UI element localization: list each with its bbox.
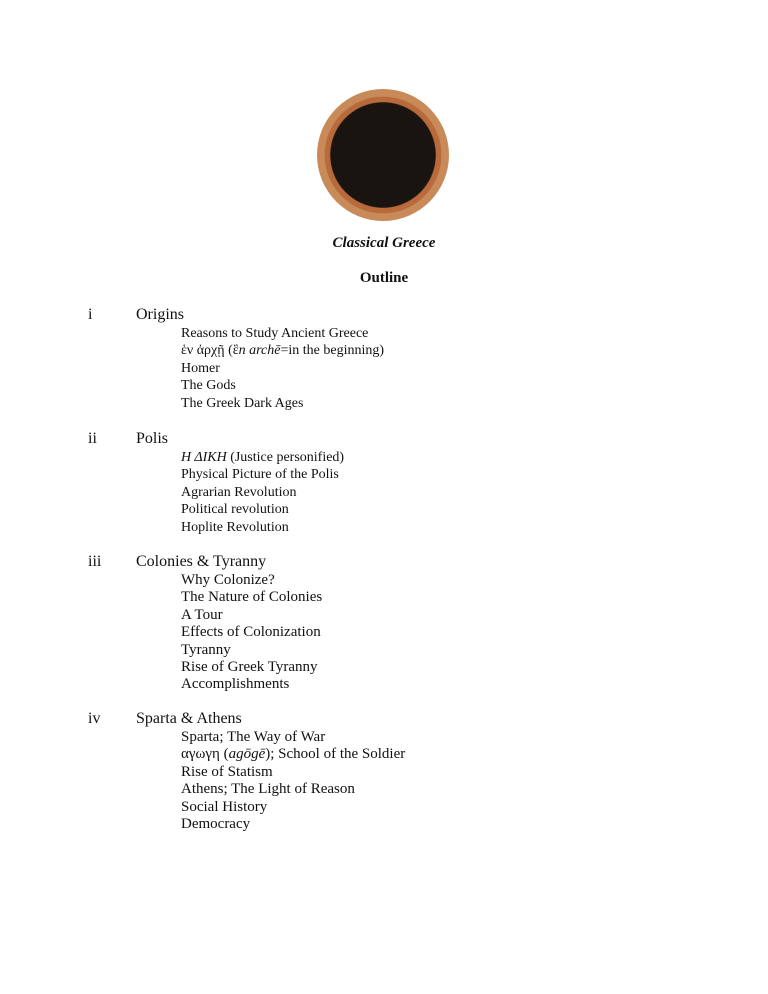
section-heading: Sparta & Athens: [136, 710, 242, 727]
greek-vase-image: [317, 89, 449, 221]
outline-item: [181, 449, 344, 466]
outline-item: [181, 781, 405, 798]
item-text: Physical Picture of the Polis: [181, 467, 339, 483]
section-number: iii: [88, 553, 102, 570]
outline-item: [181, 572, 322, 589]
item-text: Athens; The Light of Reason: [181, 781, 355, 798]
item-text: αγωγη (: [181, 746, 229, 763]
section-items: [181, 449, 344, 536]
outline-item: [181, 746, 405, 763]
outline-item: [181, 676, 322, 693]
item-text: The Gods: [181, 378, 236, 394]
item-text: Hoplite Revolution: [181, 519, 289, 535]
outline-item: [181, 799, 405, 816]
item-text: Sparta; The Way of War: [181, 729, 326, 745]
item-text: A Tour: [181, 606, 223, 623]
item-text: The Greek Dark Ages: [181, 395, 304, 411]
outline-item: [181, 484, 344, 501]
section-number: i: [88, 306, 93, 323]
section-heading: Origins: [136, 306, 184, 323]
item-text: ἑν ἀρχῇ (ἓ: [181, 343, 239, 359]
item-text: Rise of Greek Tyranny: [181, 659, 318, 676]
outline-item: [181, 519, 344, 536]
outline-item: [181, 466, 344, 483]
section-heading: Polis: [136, 430, 169, 447]
outline-item: [181, 607, 322, 624]
item-text: Reasons to Study Ancient Greece: [181, 326, 369, 341]
item-text: Social History: [181, 798, 268, 815]
outline-item: [181, 501, 344, 518]
section-items: [181, 572, 322, 694]
item-text: Η ΔΙΚΗ: [181, 450, 227, 465]
outline-item: [181, 360, 384, 377]
outline-item: [181, 325, 384, 342]
outline-item: [181, 624, 322, 641]
item-text: Democracy: [181, 816, 251, 833]
outline-item: [181, 816, 405, 833]
item-text: agōgē: [228, 746, 266, 763]
item-text: Why Colonize?: [181, 572, 275, 588]
section-number: ii: [88, 430, 97, 447]
outline-item: [181, 642, 322, 659]
outline-item: [181, 342, 384, 359]
outline-item: [181, 377, 384, 394]
item-text: Accomplishments: [181, 676, 290, 693]
section-items: [181, 729, 405, 833]
item-text: The Nature of Colonies: [181, 589, 323, 606]
item-text: n archē: [238, 343, 281, 359]
document-title: Classical Greece: [332, 235, 436, 251]
document-subtitle: Outline: [359, 270, 409, 286]
outline-item: [181, 659, 322, 676]
section-heading: Colonies & Tyranny: [136, 553, 267, 570]
outline-item: [181, 764, 405, 781]
item-text: Homer: [181, 360, 220, 376]
item-text: Agrarian Revolution: [181, 484, 297, 500]
item-text: Rise of Statism: [181, 763, 273, 780]
item-text: Political revolution: [181, 502, 289, 518]
item-text: =in the beginning): [280, 343, 385, 359]
outline-item: [181, 729, 405, 746]
item-text: Tyranny: [181, 641, 231, 658]
item-text: (Justice personified): [226, 450, 345, 465]
outline-item: [181, 589, 322, 606]
section-number: iv: [88, 710, 101, 727]
section-items: [181, 325, 384, 412]
item-text: ); School of the Soldier: [265, 746, 406, 763]
outline-item: [181, 395, 384, 412]
item-text: Effects of Colonization: [181, 624, 321, 641]
